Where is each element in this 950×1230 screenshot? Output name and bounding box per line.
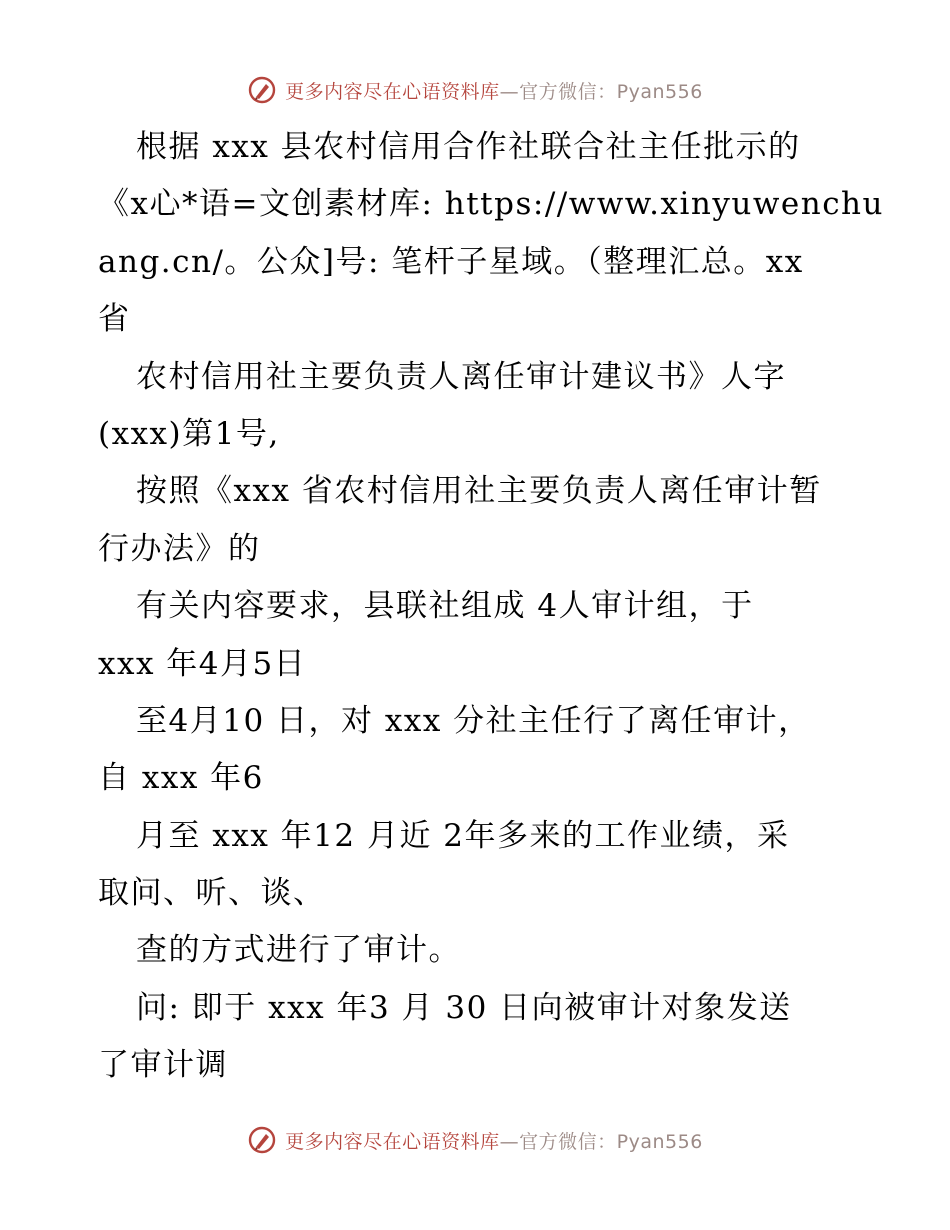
- footer-banner-main: 更多内容尽在心语资料库: [285, 1130, 500, 1153]
- text-line: 自 xxx 年6: [98, 760, 264, 797]
- pen-logo-icon: [247, 75, 277, 105]
- text-line: 查的方式进行了审计。: [136, 932, 461, 969]
- text-line: 月至 xxx 年12 月近 2年多来的工作业绩，采: [136, 817, 790, 854]
- text-line: 省: [98, 301, 131, 338]
- header-banner-wechat: —官方微信：Pyan556: [499, 80, 703, 103]
- text-line: 根据 xxx 县农村信用合作社联合社主任批示的: [136, 129, 801, 165]
- text-line: 至4月10 日，对 xxx 分社主任行了离任审计，: [136, 702, 811, 739]
- text-line: 问: 即于 xxx 年3 月 30 日向被审计对象发送: [136, 989, 792, 1026]
- footer-banner-text: [285, 1127, 703, 1154]
- text-line: 取问、听、谈、: [98, 875, 326, 912]
- pen-logo-icon: [247, 1125, 277, 1155]
- text-line: 农村信用社主要负责人离任审计建议书》人字: [136, 358, 786, 395]
- text-line: 有关内容要求，县联社组成 4人审计组，于: [136, 588, 754, 625]
- document-body: [98, 119, 884, 1095]
- header-banner-main: 更多内容尽在心语资料库: [285, 80, 500, 103]
- text-line: 《x心*语=文创素材库: https://www.xinyuwenchu: [98, 186, 884, 223]
- header-banner: [0, 70, 950, 110]
- text-line: ang.cn/。公众]号: 笔杆子星域。（整理汇总。xx: [98, 243, 804, 280]
- text-line: xxx 年4月5日: [98, 645, 307, 682]
- footer-banner: [0, 1120, 950, 1160]
- header-banner-text: [285, 77, 703, 104]
- text-line: 了审计调: [98, 1047, 228, 1084]
- footer-banner-wechat: —官方微信：Pyan556: [499, 1130, 703, 1153]
- text-line: 按照《xxx 省农村信用社主要负责人离任审计暂: [136, 473, 822, 510]
- text-line: 行办法》的: [98, 530, 261, 567]
- text-line: (xxx)第1号,: [98, 415, 280, 452]
